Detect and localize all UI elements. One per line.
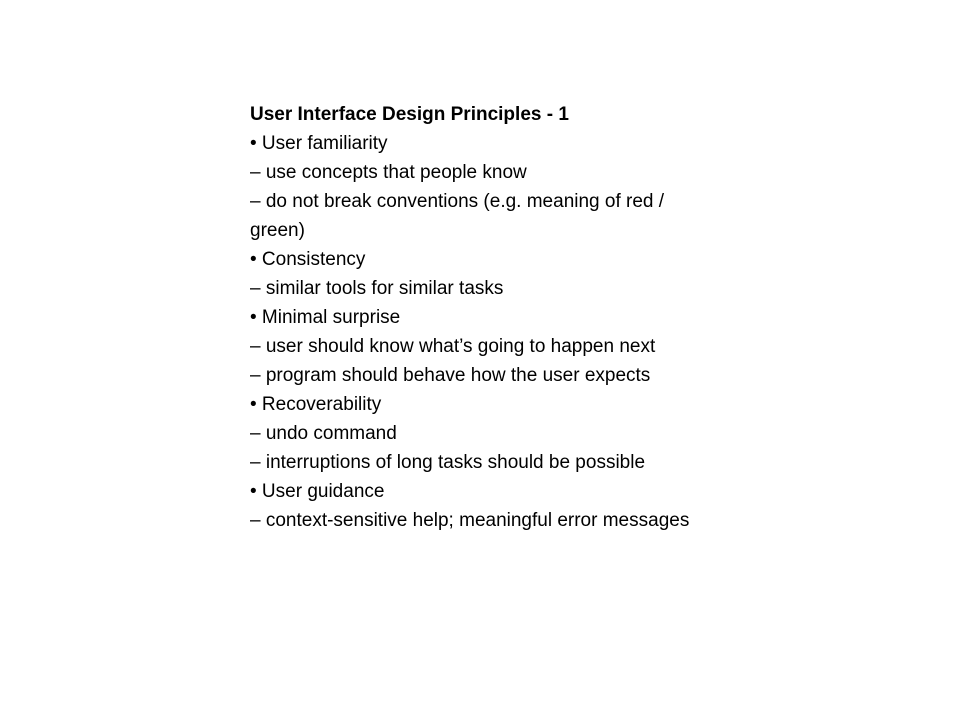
slide-text-block bbox=[250, 100, 720, 535]
bullet-recoverability: • Recoverability bbox=[250, 394, 382, 415]
sub-bullet-similar-tools: – similar tools for similar tasks bbox=[250, 278, 504, 299]
sub-bullet-user-should-know: – user should know what’s going to happen next bbox=[250, 336, 656, 357]
sub-bullet-conventions: – do not break conventions (e.g. meaning of red / green) bbox=[250, 191, 665, 241]
sub-bullet-program-behave: – program should behave how the user expects bbox=[250, 365, 651, 386]
sub-bullet-interruptions: – interruptions of long tasks should be possible bbox=[250, 452, 646, 473]
sub-bullet-use-concepts: – use concepts that people know bbox=[250, 162, 527, 183]
bullet-consistency: • Consistency bbox=[250, 249, 366, 270]
bullet-minimal-surprise: • Minimal surprise bbox=[250, 307, 401, 328]
bullet-user-familiarity: • User familiarity bbox=[250, 133, 388, 154]
sub-bullet-context-help: – context-sensitive help; meaningful error messages bbox=[250, 510, 690, 531]
bullet-user-guidance: • User guidance bbox=[250, 481, 385, 502]
sub-bullet-undo-command: – undo command bbox=[250, 423, 397, 444]
slide-title: User Interface Design Principles - 1 bbox=[250, 104, 569, 125]
